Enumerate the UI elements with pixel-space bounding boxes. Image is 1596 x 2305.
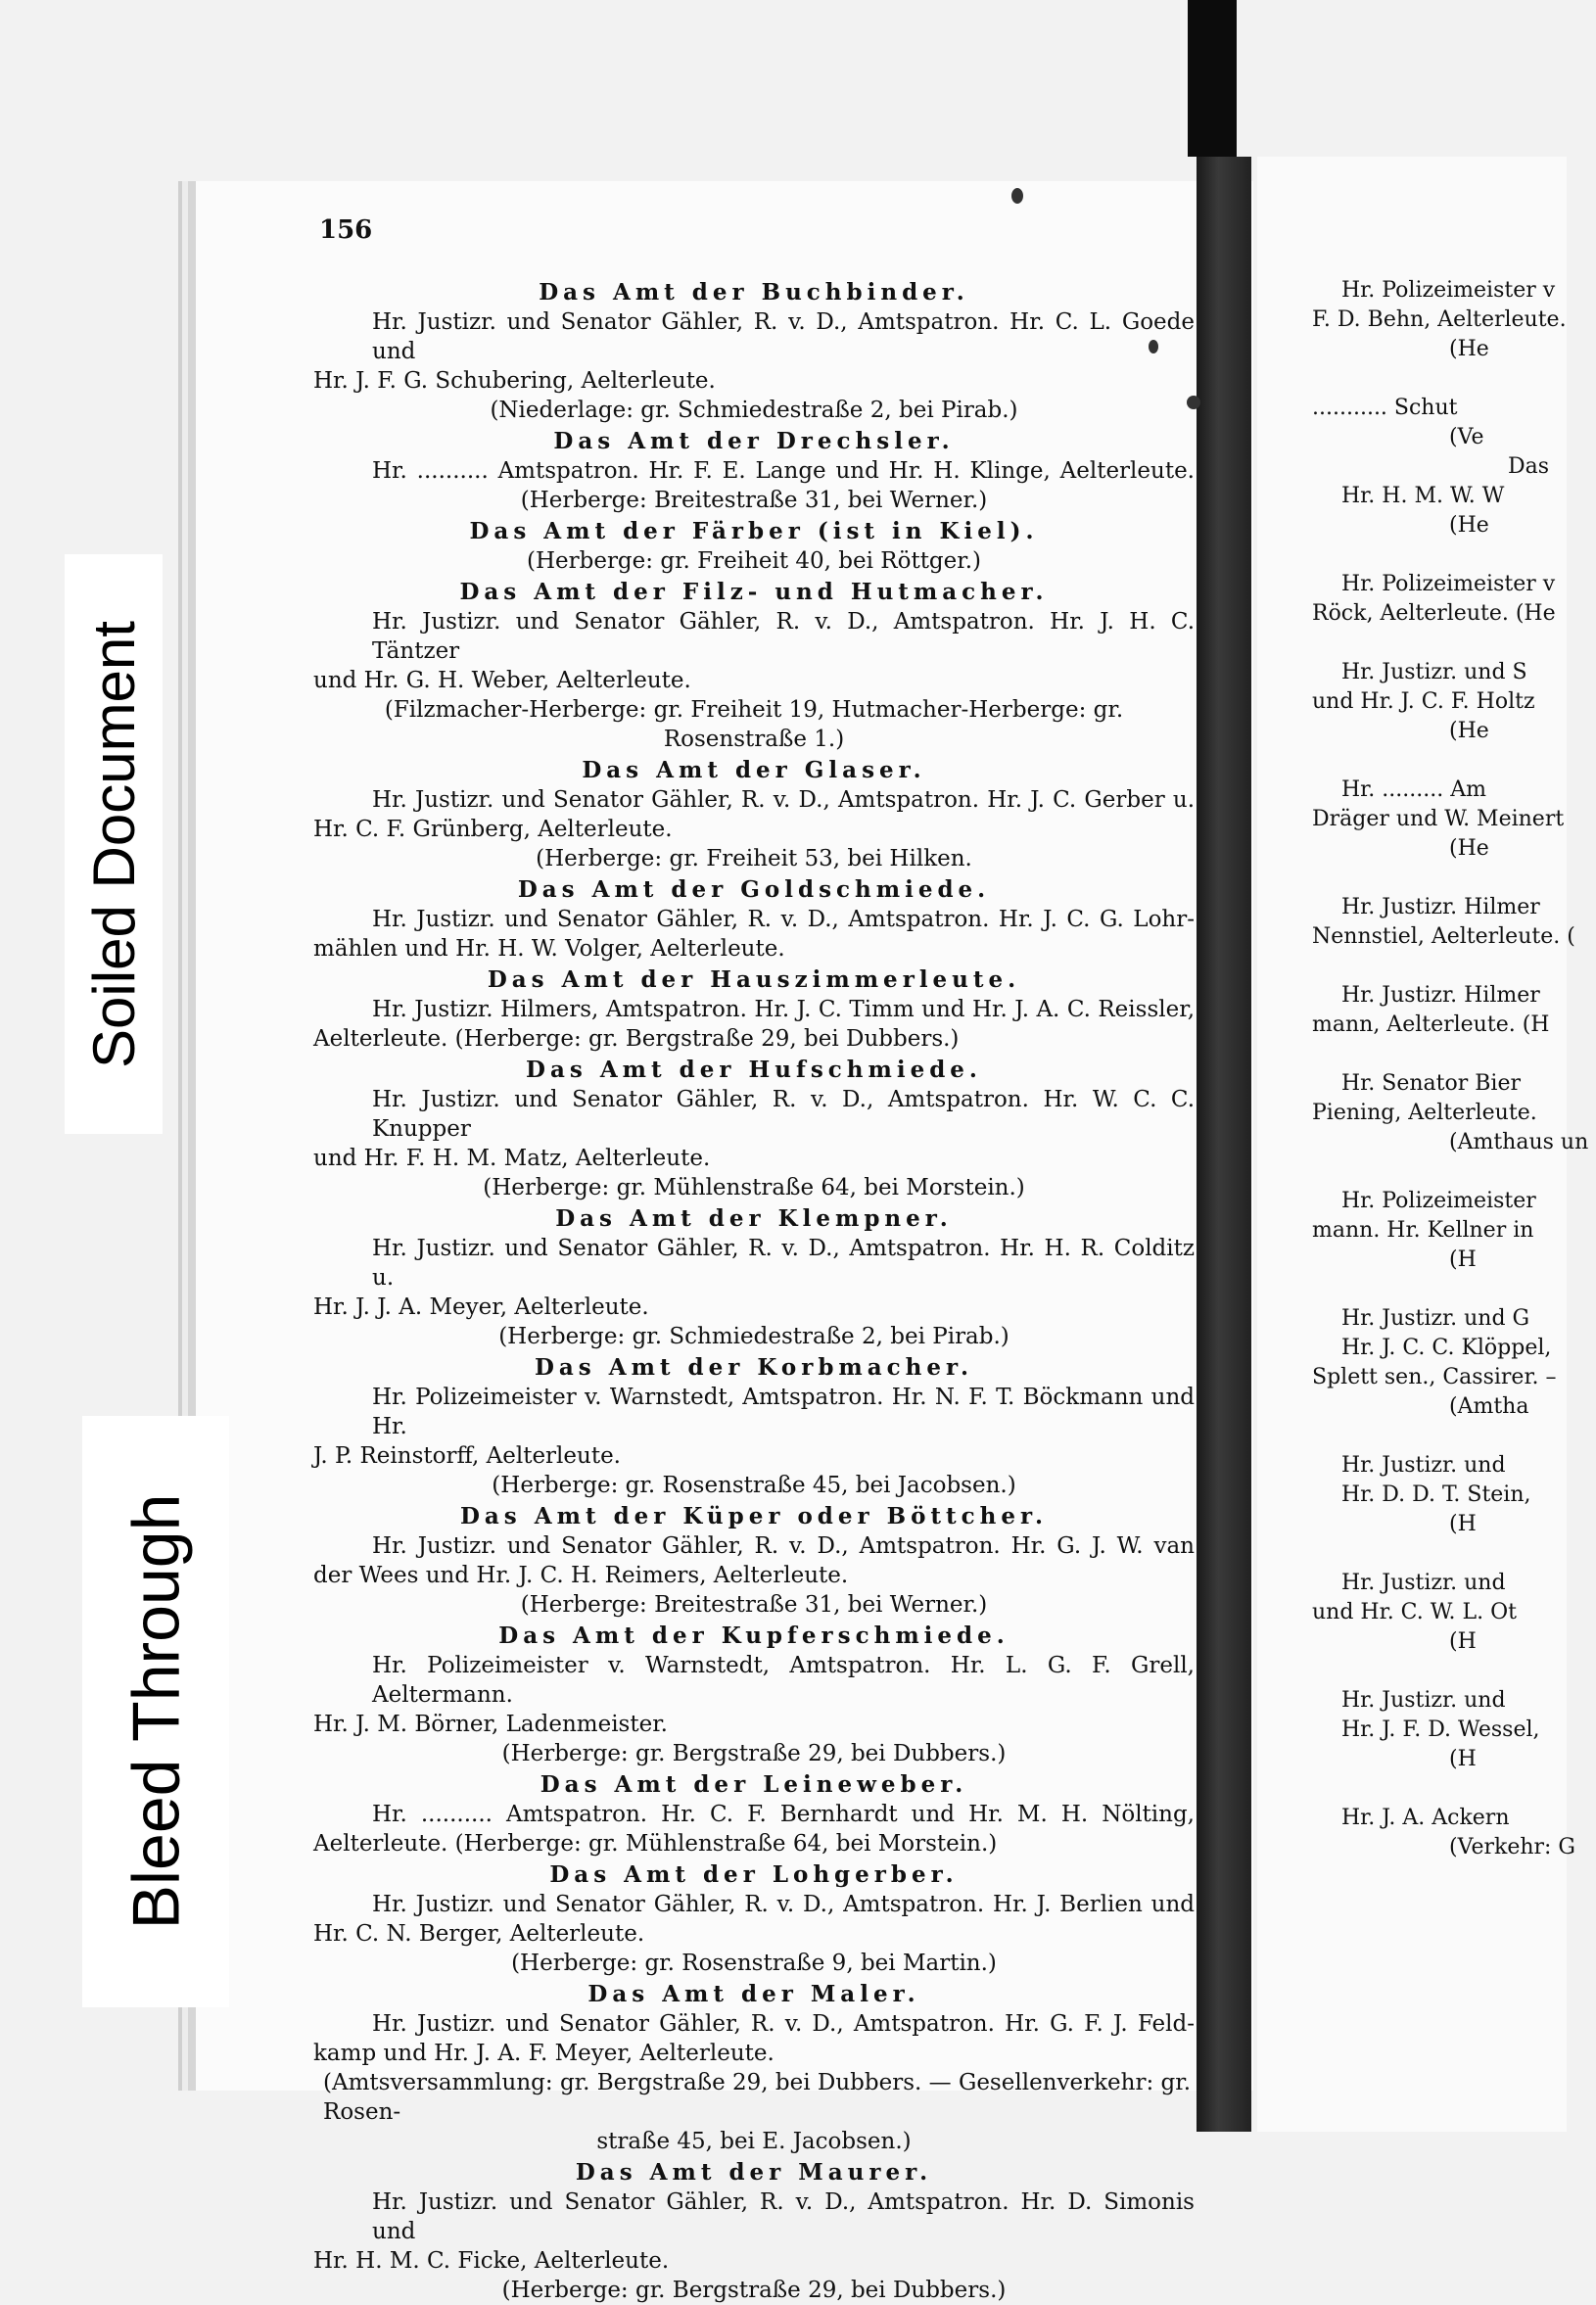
section-title: Das Amt der Filz- und Hutmacher.	[459, 579, 1049, 605]
ink-spot	[1011, 188, 1023, 204]
section-title: Das Amt der Glaser.	[582, 757, 926, 783]
right-page-line	[1302, 1657, 1596, 1686]
section-title: Das Amt der Goldschmiede.	[517, 876, 991, 903]
entry-line: Hr. Justizr. und Senator Gähler, R. v. D., Amtspatron. Hr. J. H. C. Täntzer	[372, 609, 1195, 664]
right-page-line	[1302, 952, 1596, 981]
section-title: Das Amt der Färber (ist in Kiel).	[469, 518, 1039, 544]
right-page-line: Hr. Justizr. Hilmer	[1341, 983, 1540, 1008]
right-page-line: (Amtha	[1449, 1394, 1529, 1419]
right-page-line: und Hr. J. C. F. Holtz	[1312, 689, 1535, 714]
entry-line: mählen und Hr. H. W. Volger, Aelterleute.	[313, 936, 785, 962]
entry-line: J. P. Reinstorff, Aelterleute.	[313, 1443, 621, 1469]
bleed-through-label-text: Bleed Through	[118, 1493, 194, 1930]
right-page-line: Piening, Aelterleute.	[1312, 1101, 1537, 1125]
right-page-line: Hr. J. A. Ackern	[1341, 1806, 1510, 1830]
entry-line: Hr. Polizeimeister v. Warnstedt, Amtspatron. Hr. N. F. T. Böckmann und Hr.	[372, 1385, 1195, 1439]
right-page-line: (H	[1449, 1747, 1477, 1771]
entry-line: Hr. Justizr. und Senator Gähler, R. v. D., Amtspatron. Hr. W. C. C. Knupper	[372, 1087, 1195, 1142]
right-page-line: mann. Hr. Kellner in	[1312, 1218, 1534, 1243]
address-line: (Herberge: gr. Freiheit 53, bei Hilken.	[536, 846, 972, 871]
address-line: (Herberge: gr. Rosenstraße 45, bei Jacobsen.)	[492, 1473, 1016, 1498]
scanner-edge-shadow	[1188, 0, 1237, 157]
section-title: Das Amt der Buchbinder.	[539, 279, 969, 306]
right-page-line	[1302, 629, 1596, 658]
right-page-line: Hr. J. C. C. Klöppel,	[1341, 1336, 1552, 1360]
right-page-line: Splett sen., Cassirer. –	[1312, 1365, 1557, 1389]
right-page-line: Dräger und W. Meinert	[1312, 807, 1565, 831]
page-number: 156	[319, 215, 373, 245]
entry-line: Hr. C. F. Grünberg, Aelterleute.	[313, 817, 673, 842]
right-page-line: (Amthaus un	[1449, 1130, 1589, 1154]
entry-line: Hr. J. J. A. Meyer, Aelterleute.	[313, 1294, 649, 1320]
entry-line: Hr. Justizr. und Senator Gähler, R. v. D., Amtspatron. Hr. J. C. Gerber u.	[372, 787, 1195, 813]
section-title: Das Amt der Maler.	[587, 1981, 920, 2007]
section-title: Das Amt der Hauszimmerleute.	[487, 966, 1021, 993]
note-line: (Amtsversammlung: gr. Bergstraße 29, bei Dubbers. — Gesellenverkehr: gr. Rosen-	[323, 2070, 1192, 2125]
entry-line: Aelterleute. (Herberge: gr. Bergstraße 29, bei Dubbers.)	[313, 1026, 960, 1052]
soiled-document-label	[65, 554, 163, 1134]
entry-line: Hr. Justizr. Hilmers, Amtspatron. Hr. J. C. Timm und Hr. J. A. C. Reissler,	[372, 997, 1195, 1022]
right-page-line: (He	[1449, 337, 1489, 361]
entry-line: Hr. Justizr. und Senator Gähler, R. v. D., Amtspatron. Hr. G. J. W. van	[372, 1533, 1195, 1559]
address-line: (Niederlage: gr. Schmiedestraße 2, bei Pirab.)	[490, 398, 1018, 423]
entry-line: Hr. Justizr. und Senator Gähler, R. v. D., Amtspatron. Hr. G. F. J. Feld-	[372, 2011, 1195, 2037]
right-page-line: Röck, Aelterleute. (He	[1312, 601, 1556, 626]
right-page-line	[1302, 1157, 1596, 1187]
entry-line: Hr. C. N. Berger, Aelterleute.	[313, 1921, 645, 1947]
right-page-line: Hr. D. D. T. Stein,	[1341, 1482, 1531, 1507]
bleed-through-label	[82, 1416, 229, 2007]
address-line: (Herberge: gr. Bergstraße 29, bei Dubbers.)	[501, 1741, 1007, 1766]
entry-line: kamp und Hr. J. A. F. Meyer, Aelterleute.	[313, 2041, 775, 2066]
right-page-line	[1302, 1422, 1596, 1451]
right-page-line: Nennstiel, Aelterleute. (	[1312, 924, 1575, 949]
right-page-line: Hr. Justizr. und	[1341, 1571, 1506, 1595]
entry-line: Hr. Justizr. und Senator Gähler, R. v. D., Amtspatron. Hr. J. C. G. Lohr-	[372, 907, 1195, 932]
section-title: Das Amt der Drechsler.	[553, 428, 955, 454]
right-page-line: Hr. Polizeimeister v	[1341, 278, 1556, 303]
right-page-line: Hr. Justizr. und	[1341, 1688, 1506, 1713]
entry-line: Hr. Justizr. und Senator Gähler, R. v. D., Amtspatron. Hr. H. R. Colditz u.	[372, 1236, 1195, 1291]
right-page-line: Hr. Polizeimeister	[1341, 1189, 1536, 1213]
right-page-line: (He	[1449, 513, 1489, 538]
entry-line: und Hr. F. H. M. Matz, Aelterleute.	[313, 1146, 711, 1171]
right-page-line: Hr. Senator Bier	[1341, 1071, 1521, 1096]
right-page-line: F. D. Behn, Aelterleute.	[1312, 307, 1567, 332]
right-page-line: (He	[1449, 836, 1489, 861]
address-line: (Herberge: Breitestraße 31, bei Werner.)	[520, 488, 988, 513]
right-page-line: Hr. ......... Am	[1341, 777, 1486, 802]
right-page-text	[1302, 276, 1596, 1862]
right-page-line	[1302, 1539, 1596, 1569]
section-title: Das Amt der Maurer.	[575, 2159, 933, 2186]
section-title: Das Amt der Lohgerber.	[549, 1861, 959, 1888]
entry-line: Hr. H. M. C. Ficke, Aelterleute.	[313, 2248, 670, 2274]
right-page-line: Hr. H. M. W. W	[1341, 484, 1505, 508]
right-page-line: (He	[1449, 719, 1489, 743]
section-title: Das Amt der Korbmacher.	[534, 1354, 974, 1381]
section-title: Das Amt der Küper oder Böttcher.	[459, 1503, 1049, 1529]
address-line: (Filzmacher-Herberge: gr. Freiheit 19, Hutmacher-Herberge: gr. Rosenstraße 1.)	[384, 697, 1124, 752]
address-line: (Herberge: gr. Mühlenstraße 64, bei Morstein.)	[483, 1175, 1025, 1200]
right-page-line	[1302, 364, 1596, 394]
right-page-line: (H	[1449, 1512, 1477, 1536]
entry-line: der Wees und Hr. J. C. H. Reimers, Aelterleute.	[313, 1563, 849, 1588]
document-body	[313, 276, 1195, 2305]
right-page-line	[1302, 1275, 1596, 1304]
entry-line: Hr. Justizr. und Senator Gähler, R. v. D., Amtspatron. Hr. J. Berlien und	[372, 1892, 1195, 1917]
right-page-line	[1302, 1774, 1596, 1804]
right-page-line: mann, Aelterleute. (H	[1312, 1012, 1550, 1037]
book-gutter	[1197, 157, 1251, 2132]
right-page-line: (H	[1449, 1629, 1477, 1654]
right-page-line: und Hr. C. W. L. Ot	[1312, 1600, 1517, 1624]
address-line: straße 45, bei E. Jacobsen.)	[596, 2129, 912, 2154]
address-line: (Herberge: Breitestraße 31, bei Werner.)	[520, 1592, 988, 1618]
right-page-line: (Verkehr: G	[1449, 1835, 1576, 1859]
right-page-line	[1302, 541, 1596, 570]
entry-line: Hr. .......... Amtspatron. Hr. F. E. Lange und Hr. H. Klinge, Aelterleute.	[372, 458, 1195, 484]
section-title: Das Amt der Kupferschmiede.	[498, 1623, 1009, 1649]
right-page-line	[1302, 864, 1596, 893]
entry-line: Hr. Justizr. und Senator Gähler, R. v. D., Amtspatron. Hr. D. Simonis und	[372, 2189, 1195, 2244]
entry-line: Hr. .......... Amtspatron. Hr. C. F. Bernhardt und Hr. M. H. Nölting,	[372, 1802, 1195, 1827]
entry-line: Hr. Polizeimeister v. Warnstedt, Amtspatron. Hr. L. G. F. Grell, Aeltermann.	[372, 1653, 1195, 1708]
right-page-line: (H	[1449, 1247, 1477, 1272]
right-page-line: Hr. Justizr. und S	[1341, 660, 1527, 684]
section-title: Das Amt der Leineweber.	[540, 1771, 968, 1798]
soiled-document-label-text: Soiled Document	[80, 620, 147, 1068]
address-line: (Herberge: gr. Freiheit 40, bei Röttger.)	[526, 548, 982, 574]
entry-line: Hr. J. F. G. Schubering, Aelterleute.	[313, 368, 716, 394]
section-title: Das Amt der Hufschmiede.	[526, 1057, 982, 1083]
right-page-line: Hr. J. F. D. Wessel,	[1341, 1717, 1540, 1742]
entry-line: Hr. J. M. Börner, Ladenmeister.	[313, 1712, 668, 1737]
right-page-line: Das	[1508, 454, 1550, 479]
entry-line: und Hr. G. H. Weber, Aelterleute.	[313, 668, 691, 693]
address-line: (Herberge: gr. Rosenstraße 9, bei Martin.)	[511, 1951, 997, 1976]
right-page-line: Hr. Justizr. und G	[1341, 1306, 1530, 1331]
right-page-line: (Ve	[1449, 425, 1484, 449]
right-page-line	[1302, 746, 1596, 776]
entry-line: Hr. Justizr. und Senator Gähler, R. v. D., Amtspatron. Hr. C. L. Goede und	[372, 309, 1195, 364]
section-title: Das Amt der Klempner.	[555, 1205, 953, 1232]
address-line: (Herberge: gr. Schmiedestraße 2, bei Pirab.)	[498, 1324, 1009, 1349]
entry-line: Aelterleute. (Herberge: gr. Mühlenstraße 64, bei Morstein.)	[313, 1831, 998, 1857]
address-line: (Herberge: gr. Bergstraße 29, bei Dubbers.)	[501, 2278, 1007, 2303]
right-page-line: Hr. Justizr. Hilmer	[1341, 895, 1540, 919]
right-page-line: ........... Schut	[1312, 396, 1458, 420]
right-page-line	[1302, 1040, 1596, 1069]
right-page-line: Hr. Justizr. und	[1341, 1453, 1506, 1478]
right-page-line: Hr. Polizeimeister v	[1341, 572, 1556, 596]
